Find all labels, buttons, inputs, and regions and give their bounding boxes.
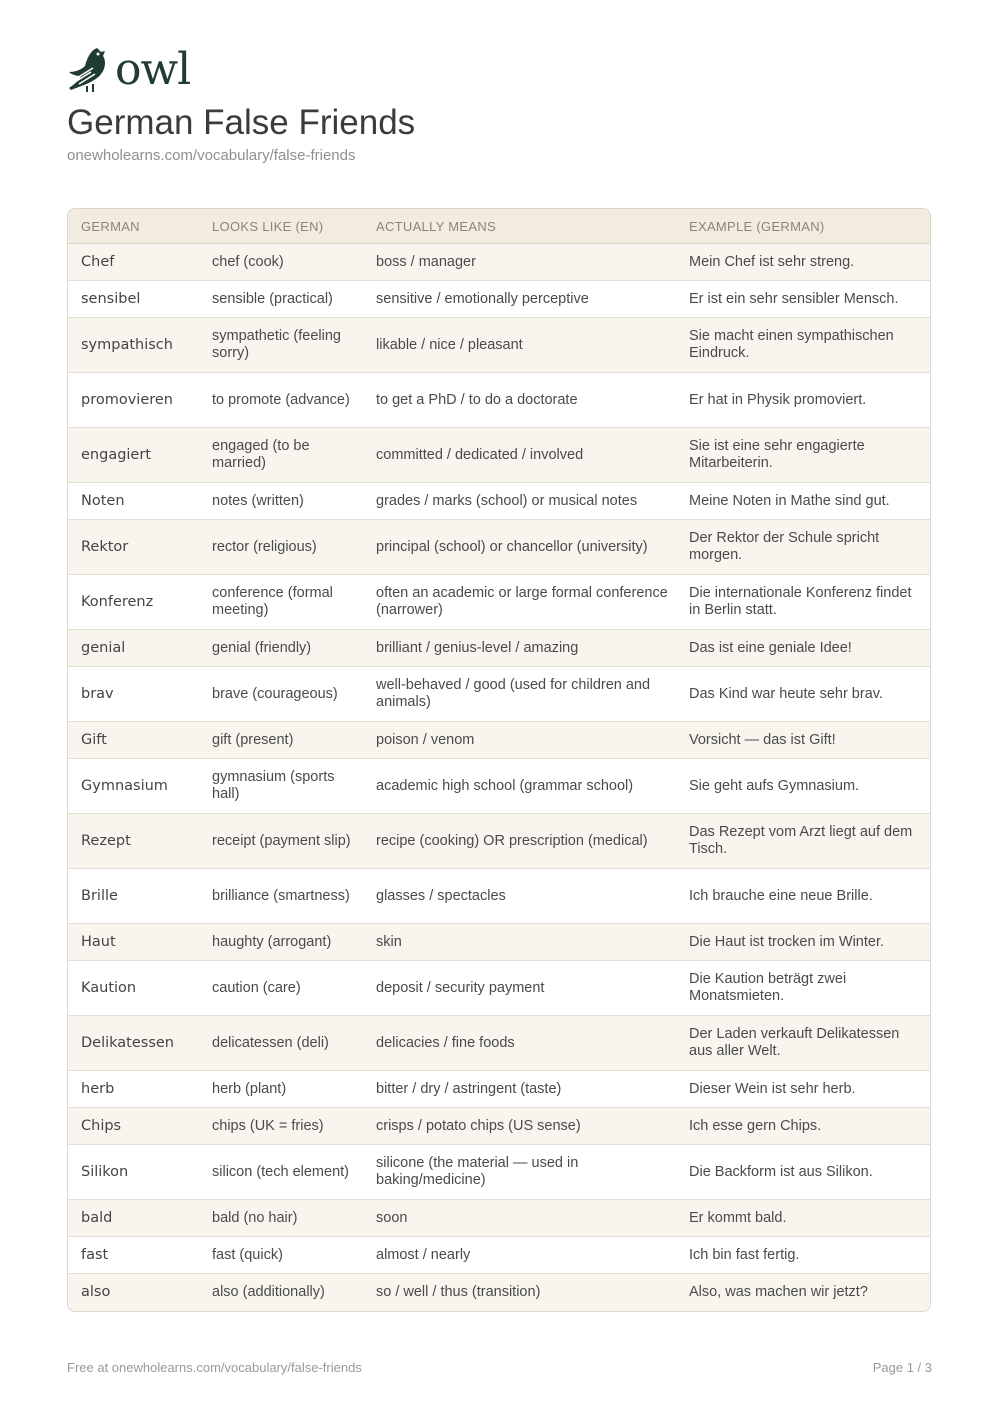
cell-german-word: bald <box>68 1200 199 1237</box>
cell-looks-like: also (additionally) <box>199 1274 363 1311</box>
cell-example: Die Haut ist trocken im Winter. <box>676 924 931 961</box>
table-row <box>68 814 931 869</box>
cell-actually-means: recipe (cooking) OR prescription (medical) <box>363 814 676 869</box>
cell-example: Die Kaution beträgt zwei Monatsmieten. <box>676 961 931 1016</box>
column-header-example: EXAMPLE (GERMAN) <box>676 209 931 244</box>
cell-actually-means: almost / nearly <box>363 1237 676 1274</box>
table-row <box>68 373 931 428</box>
cell-looks-like: to promote (advance) <box>199 373 363 428</box>
cell-actually-means: boss / manager <box>363 244 676 281</box>
cell-actually-means: sensitive / emotionally perceptive <box>363 281 676 318</box>
column-header-looks-like: LOOKS LIKE (EN) <box>199 209 363 244</box>
table-row <box>68 575 931 630</box>
cell-actually-means: committed / dedicated / involved <box>363 428 676 483</box>
table-row <box>68 520 931 575</box>
cell-example: Das Rezept vom Arzt liegt auf dem Tisch. <box>676 814 931 869</box>
table-row <box>68 924 931 961</box>
cell-example: Das Kind war heute sehr brav. <box>676 667 931 722</box>
table-row <box>68 869 931 924</box>
cell-german-word: herb <box>68 1071 199 1108</box>
cell-looks-like: haughty (arrogant) <box>199 924 363 961</box>
table-header-row <box>68 209 931 244</box>
cell-german-word: brav <box>68 667 199 722</box>
page-title: German False Friends <box>67 103 416 142</box>
cell-example: Er hat in Physik promoviert. <box>676 373 931 428</box>
cell-example: Also, was machen wir jetzt? <box>676 1274 931 1311</box>
cell-german-word: promovieren <box>68 373 199 428</box>
cell-example: Die internationale Konferenz findet in Berlin statt. <box>676 575 931 630</box>
cell-looks-like: caution (care) <box>199 961 363 1016</box>
table-row <box>68 1108 931 1145</box>
cell-actually-means: principal (school) or chancellor (university) <box>363 520 676 575</box>
cell-looks-like: brave (courageous) <box>199 667 363 722</box>
cell-example: Die Backform ist aus Silikon. <box>676 1145 931 1200</box>
cell-actually-means: skin <box>363 924 676 961</box>
cell-german-word: Rektor <box>68 520 199 575</box>
column-header-actually-means: ACTUALLY MEANS <box>363 209 676 244</box>
cell-german-word: genial <box>68 630 199 667</box>
table-row <box>68 667 931 722</box>
table-row <box>68 1071 931 1108</box>
page-subtitle: onewholearns.com/vocabulary/false-friends <box>67 147 356 164</box>
cell-example: Dieser Wein ist sehr herb. <box>676 1071 931 1108</box>
cell-example: Ich bin fast fertig. <box>676 1237 931 1274</box>
cell-example: Ich brauche eine neue Brille. <box>676 869 931 924</box>
table-row <box>68 1237 931 1274</box>
brand-logo <box>67 44 191 95</box>
table-row <box>68 1200 931 1237</box>
cell-german-word: fast <box>68 1237 199 1274</box>
cell-looks-like: conference (formal meeting) <box>199 575 363 630</box>
cell-german-word: Gymnasium <box>68 759 199 814</box>
cell-example: Er kommt bald. <box>676 1200 931 1237</box>
cell-actually-means: brilliant / genius-level / amazing <box>363 630 676 667</box>
cell-actually-means: soon <box>363 1200 676 1237</box>
cell-german-word: Konferenz <box>68 575 199 630</box>
cell-looks-like: engaged (to be married) <box>199 428 363 483</box>
cell-looks-like: receipt (payment slip) <box>199 814 363 869</box>
cell-german-word: Delikatessen <box>68 1016 199 1071</box>
cell-example: Der Laden verkauft Delikatessen aus aller Welt. <box>676 1016 931 1071</box>
cell-actually-means: silicone (the material — used in baking/medicine) <box>363 1145 676 1200</box>
brand-name: owl <box>115 44 191 95</box>
cell-example: Der Rektor der Schule spricht morgen. <box>676 520 931 575</box>
cell-looks-like: herb (plant) <box>199 1071 363 1108</box>
cell-actually-means: to get a PhD / to do a doctorate <box>363 373 676 428</box>
cell-looks-like: genial (friendly) <box>199 630 363 667</box>
cell-actually-means: glasses / spectacles <box>363 869 676 924</box>
cell-german-word: Noten <box>68 483 199 520</box>
cell-looks-like: notes (written) <box>199 483 363 520</box>
cell-looks-like: sensible (practical) <box>199 281 363 318</box>
cell-actually-means: grades / marks (school) or musical notes <box>363 483 676 520</box>
table-row <box>68 759 931 814</box>
cell-actually-means: academic high school (grammar school) <box>363 759 676 814</box>
cell-german-word: engagiert <box>68 428 199 483</box>
table-row <box>68 961 931 1016</box>
cell-german-word: Silikon <box>68 1145 199 1200</box>
vocabulary-table <box>67 208 931 1312</box>
cell-german-word: Chips <box>68 1108 199 1145</box>
cell-german-word: Haut <box>68 924 199 961</box>
table-row <box>68 630 931 667</box>
cell-looks-like: fast (quick) <box>199 1237 363 1274</box>
cell-actually-means: likable / nice / pleasant <box>363 318 676 373</box>
table-row <box>68 1145 931 1200</box>
cell-example: Er ist ein sehr sensibler Mensch. <box>676 281 931 318</box>
cell-actually-means: crisps / potato chips (US sense) <box>363 1108 676 1145</box>
cell-german-word: sympathisch <box>68 318 199 373</box>
page-number: Page 1 / 3 <box>872 1360 932 1375</box>
cell-example: Sie ist eine sehr engagierte Mitarbeiterin. <box>676 428 931 483</box>
cell-looks-like: chef (cook) <box>199 244 363 281</box>
table-row <box>68 428 931 483</box>
cell-looks-like: sympathetic (feeling sorry) <box>199 318 363 373</box>
cell-looks-like: silicon (tech element) <box>199 1145 363 1200</box>
cell-example: Meine Noten in Mathe sind gut. <box>676 483 931 520</box>
cell-actually-means: so / well / thus (transition) <box>363 1274 676 1311</box>
cell-example: Das ist eine geniale Idee! <box>676 630 931 667</box>
cell-german-word: also <box>68 1274 199 1311</box>
cell-german-word: Kaution <box>68 961 199 1016</box>
cell-german-word: Brille <box>68 869 199 924</box>
footer-source: Free at onewholearns.com/vocabulary/false-friends <box>67 1360 362 1375</box>
cell-looks-like: chips (UK = fries) <box>199 1108 363 1145</box>
table-row <box>68 722 931 759</box>
table-row <box>68 483 931 520</box>
owl-logo-icon <box>67 46 111 92</box>
table-row <box>68 281 931 318</box>
cell-example: Vorsicht — das ist Gift! <box>676 722 931 759</box>
cell-actually-means: often an academic or large formal conference (narrower) <box>363 575 676 630</box>
cell-looks-like: brilliance (smartness) <box>199 869 363 924</box>
table-row <box>68 244 931 281</box>
table-row <box>68 318 931 373</box>
cell-looks-like: delicatessen (deli) <box>199 1016 363 1071</box>
cell-actually-means: delicacies / fine foods <box>363 1016 676 1071</box>
cell-looks-like: gymnasium (sports hall) <box>199 759 363 814</box>
cell-looks-like: bald (no hair) <box>199 1200 363 1237</box>
cell-actually-means: bitter / dry / astringent (taste) <box>363 1071 676 1108</box>
cell-actually-means: deposit / security payment <box>363 961 676 1016</box>
cell-german-word: Chef <box>68 244 199 281</box>
cell-example: Mein Chef ist sehr streng. <box>676 244 931 281</box>
cell-example: Ich esse gern Chips. <box>676 1108 931 1145</box>
cell-looks-like: gift (present) <box>199 722 363 759</box>
cell-example: Sie geht aufs Gymnasium. <box>676 759 931 814</box>
cell-example: Sie macht einen sympathischen Eindruck. <box>676 318 931 373</box>
table-row <box>68 1016 931 1071</box>
column-header-german: GERMAN <box>68 209 199 244</box>
cell-german-word: Rezept <box>68 814 199 869</box>
cell-actually-means: poison / venom <box>363 722 676 759</box>
table-row <box>68 1274 931 1311</box>
cell-actually-means: well-behaved / good (used for children and animals) <box>363 667 676 722</box>
cell-german-word: Gift <box>68 722 199 759</box>
cell-looks-like: rector (religious) <box>199 520 363 575</box>
cell-german-word: sensibel <box>68 281 199 318</box>
